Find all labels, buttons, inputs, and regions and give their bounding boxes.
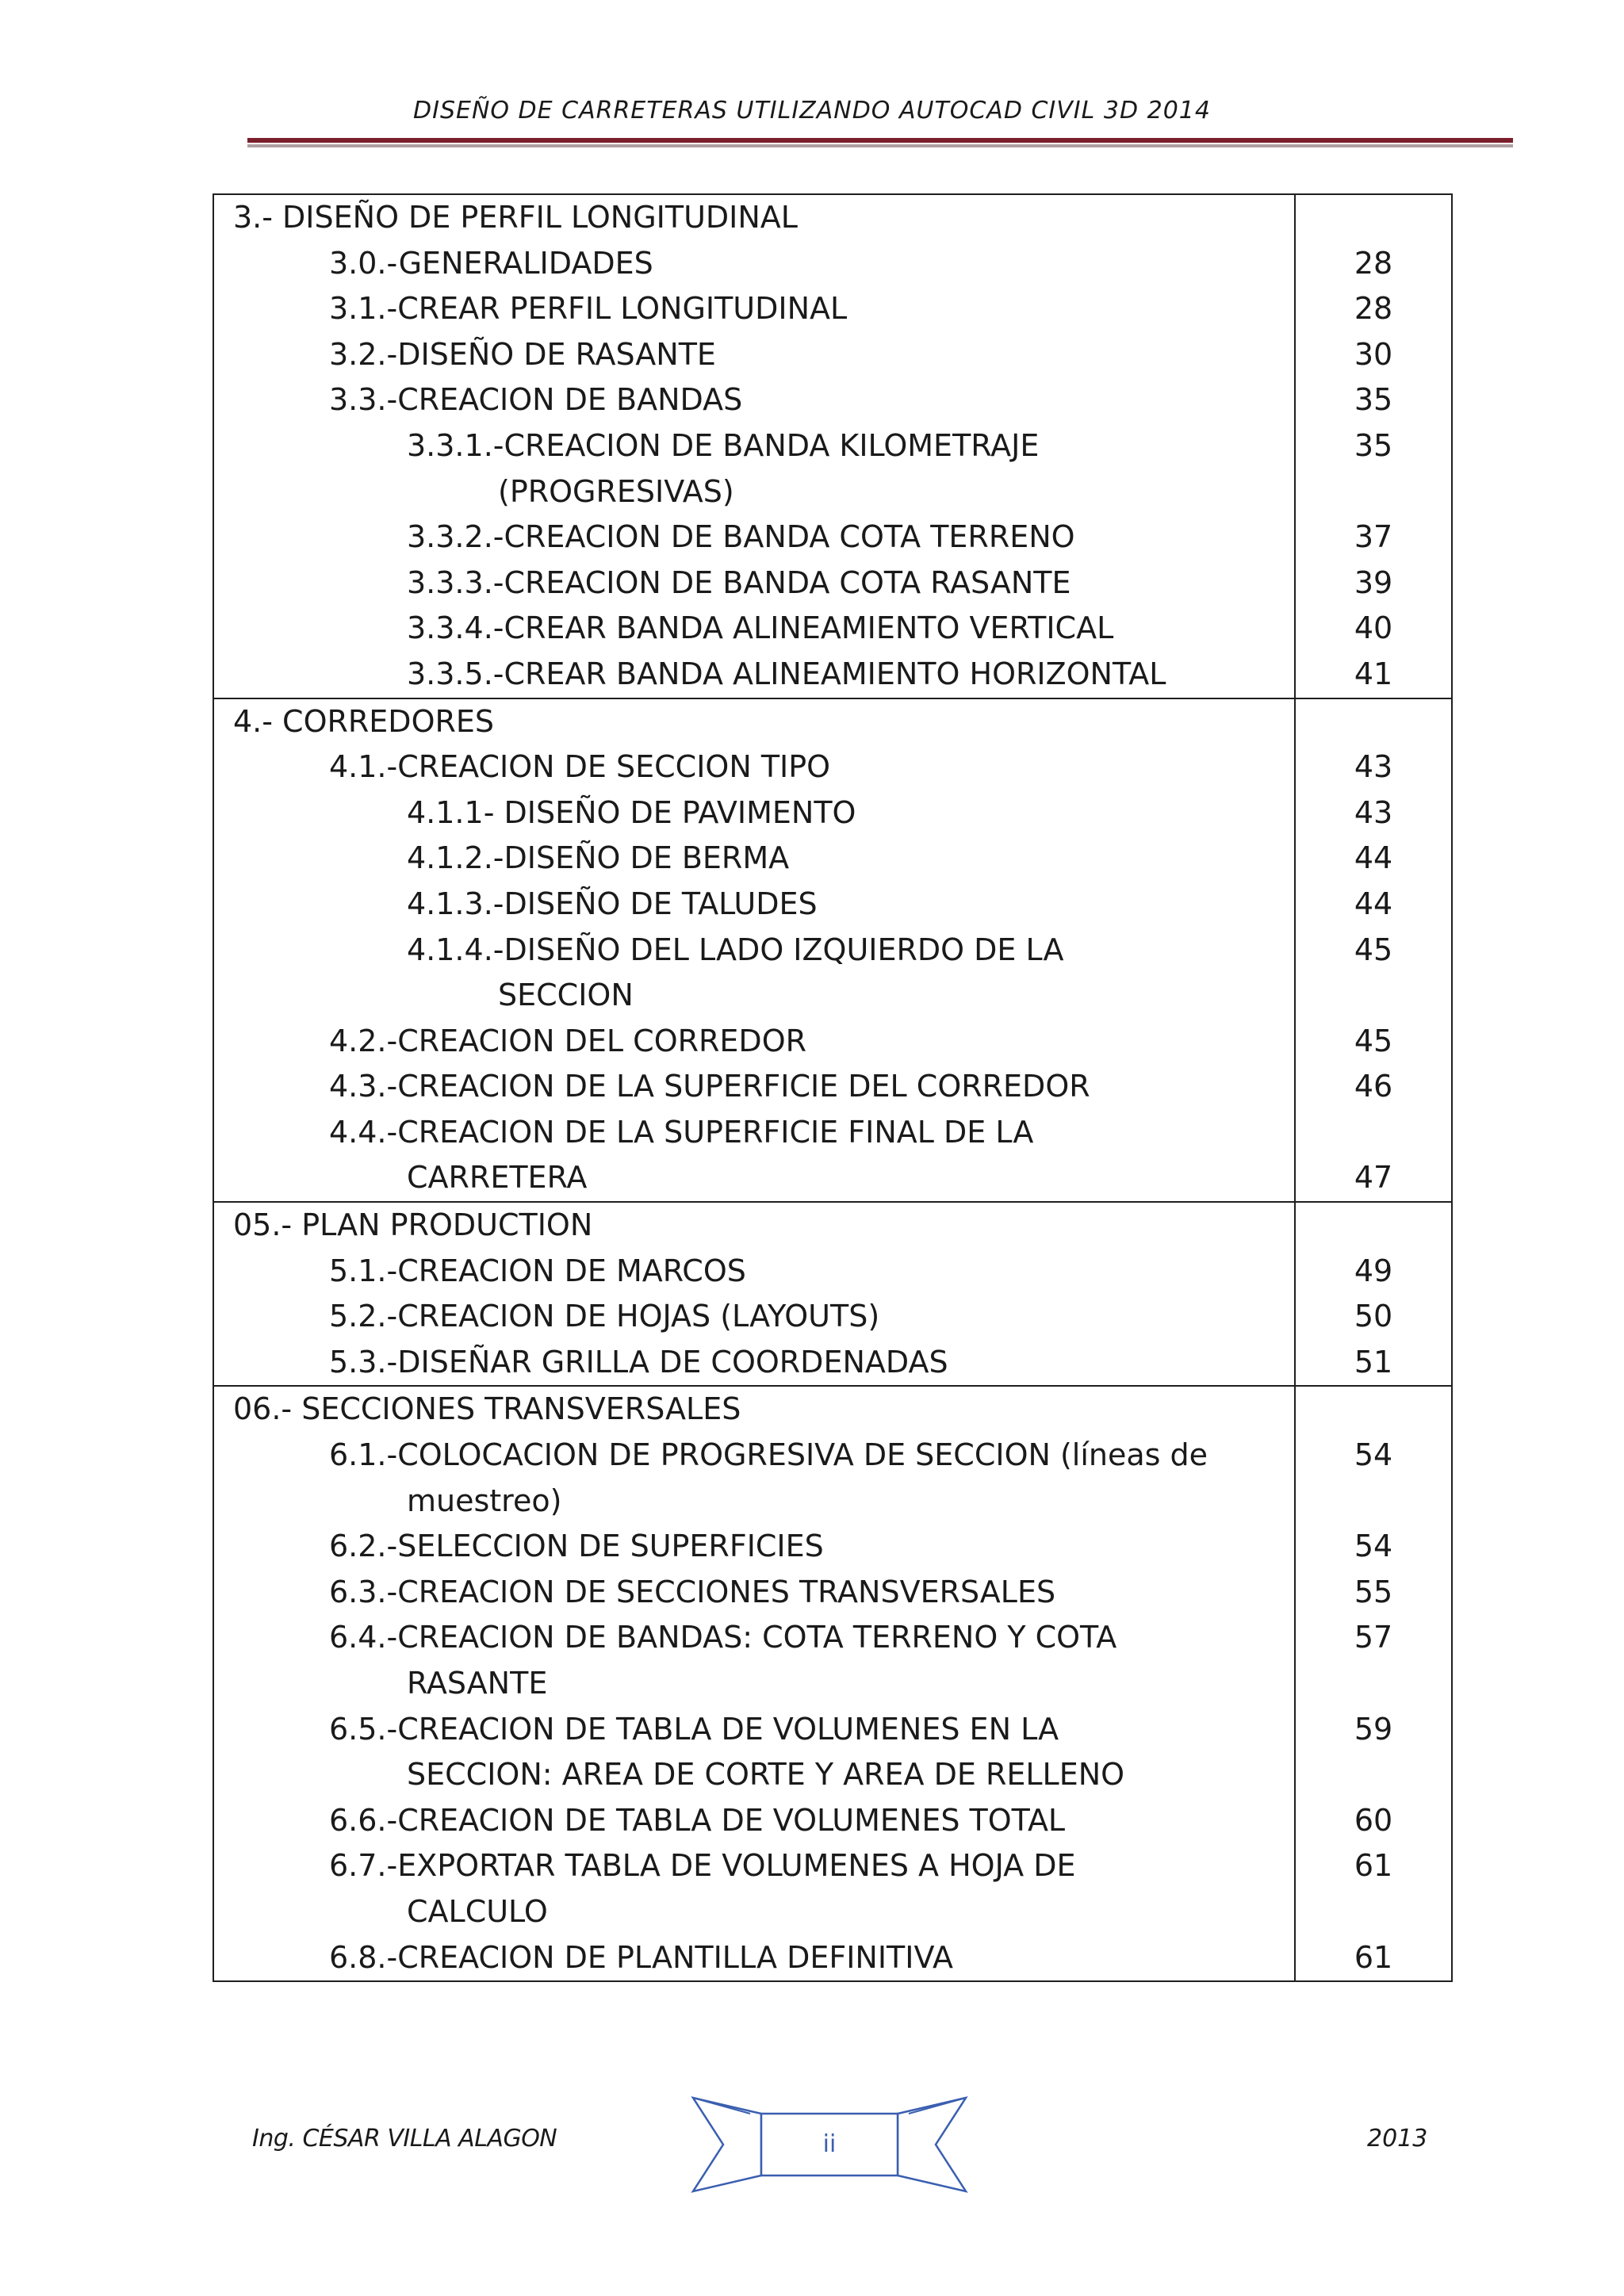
header-rule <box>247 138 1513 147</box>
toc-table <box>213 193 1453 1982</box>
toc-page-number: 50 <box>1354 1299 1393 1334</box>
toc-page-number: 28 <box>1354 245 1393 281</box>
toc-entry: 6.5.-CREACION DE TABLA DE VOLUMENES EN LA <box>329 1711 1059 1747</box>
toc-page-number: 28 <box>1354 291 1393 327</box>
toc-page-number: 44 <box>1354 840 1393 876</box>
toc-page-number: 61 <box>1354 1939 1393 1975</box>
toc-page-number: 39 <box>1354 564 1393 600</box>
toc-entry: 4.4.-CREACION DE LA SUPERFICIE FINAL DE LA <box>329 1114 1034 1150</box>
toc-page-number: 44 <box>1354 886 1393 921</box>
toc-page-number: 41 <box>1354 656 1393 691</box>
toc-pages-cell <box>1295 1386 1452 1981</box>
toc-page-number: 60 <box>1354 1802 1393 1838</box>
toc-section <box>213 1202 1452 1386</box>
toc-entry: 4.1.1- DISEÑO DE PAVIMENTO <box>407 794 856 830</box>
toc-page-number <box>1296 1752 1451 1798</box>
toc-page-number <box>1296 469 1451 515</box>
toc-entry: muestreo) <box>407 1483 562 1518</box>
toc-entries-cell <box>213 698 1295 1203</box>
toc-page-number <box>1296 1110 1451 1156</box>
toc-chapter-title: 05.- PLAN PRODUCTION <box>233 1207 593 1243</box>
toc-page-number: 57 <box>1354 1620 1393 1655</box>
toc-page-number: 47 <box>1354 1160 1393 1196</box>
page-number: ii <box>822 2130 837 2158</box>
toc-entry: 6.3.-CREACION DE SECCIONES TRANSVERSALES <box>329 1574 1056 1609</box>
toc-entry: 4.1.2.-DISEÑO DE BERMA <box>407 840 790 876</box>
toc-page-number: 49 <box>1354 1253 1393 1288</box>
toc-entry: 4.1.-CREACION DE SECCION TIPO <box>329 749 831 785</box>
toc-entry: CARRETERA <box>407 1160 588 1196</box>
toc-entries-cell <box>213 194 1295 698</box>
toc-section <box>213 1386 1452 1981</box>
footer-author: Ing. CÉSAR VILLA ALAGON <box>252 2125 557 2152</box>
toc-section <box>213 194 1452 698</box>
toc-entry: CALCULO <box>407 1893 548 1929</box>
toc-entry: 6.7.-EXPORTAR TABLA DE VOLUMENES A HOJA DE <box>329 1848 1076 1884</box>
toc-entry: 5.2.-CREACION DE HOJAS (LAYOUTS) <box>329 1299 880 1334</box>
toc-entry: 4.1.4.-DISEÑO DEL LADO IZQUIERDO DE LA <box>407 932 1064 967</box>
toc-page-number: 40 <box>1354 610 1393 646</box>
toc-entry: 3.1.-CREAR PERFIL LONGITUDINAL <box>329 291 848 327</box>
toc-page-number <box>1296 1889 1451 1935</box>
toc-page-number <box>1296 1203 1451 1249</box>
toc-entry: 6.6.-CREACION DE TABLA DE VOLUMENES TOTAL <box>329 1802 1066 1838</box>
toc-page-number: 61 <box>1354 1848 1393 1884</box>
toc-entries-cell <box>213 1202 1295 1386</box>
toc-page-number <box>1296 1479 1451 1525</box>
toc-page-number: 35 <box>1354 427 1393 463</box>
toc-entry: 4.1.3.-DISEÑO DE TALUDES <box>407 886 818 921</box>
toc-section <box>213 698 1452 1203</box>
toc-page-number: 35 <box>1354 382 1393 418</box>
toc-pages-cell <box>1295 1202 1452 1386</box>
toc-entry: 6.8.-CREACION DE PLANTILLA DEFINITIVA <box>329 1939 954 1975</box>
toc-entry: 4.3.-CREACION DE LA SUPERFICIE DEL CORREDOR <box>329 1069 1090 1104</box>
toc-entry: 6.2.-SELECCION DE SUPERFICIES <box>329 1529 824 1564</box>
toc-page-number: 59 <box>1354 1711 1393 1747</box>
toc-page-number: 51 <box>1354 1344 1393 1380</box>
toc-pages-cell <box>1295 698 1452 1203</box>
toc-page-number: 54 <box>1354 1529 1393 1564</box>
toc-entry: 3.3.2.-CREACION DE BANDA COTA TERRENO <box>407 519 1075 555</box>
toc-entry: SECCION <box>498 978 634 1013</box>
toc-entry: (PROGRESIVAS) <box>498 473 734 509</box>
toc-page-number: 43 <box>1354 794 1393 830</box>
toc-page-number: 30 <box>1354 336 1393 372</box>
toc-page-number: 45 <box>1354 1023 1393 1058</box>
toc-entry: 3.3.5.-CREAR BANDA ALINEAMIENTO HORIZONTAL <box>407 656 1166 691</box>
toc-page-number: 43 <box>1354 749 1393 785</box>
toc-page-number: 54 <box>1354 1437 1393 1473</box>
toc-page-number: 37 <box>1354 519 1393 555</box>
toc-entry: 5.1.-CREACION DE MARCOS <box>329 1253 746 1288</box>
toc-entry: 3.0.-GENERALIDADES <box>329 245 653 281</box>
running-header: DISEÑO DE CARRETERAS UTILIZANDO AUTOCAD CIVIL 3D 2014 <box>413 97 1211 124</box>
toc-page-number <box>1296 1661 1451 1707</box>
toc-entry: 3.3.-CREACION DE BANDAS <box>329 382 743 418</box>
toc-chapter-title: 4.- CORREDORES <box>233 703 495 739</box>
toc-entry: 3.3.4.-CREAR BANDA ALINEAMIENTO VERTICAL <box>407 610 1114 646</box>
toc-entry: 5.3.-DISEÑAR GRILLA DE COORDENADAS <box>329 1344 948 1380</box>
toc-entry: 6.4.-CREACION DE BANDAS: COTA TERRENO Y COTA <box>329 1620 1117 1655</box>
toc-entries-cell <box>213 1386 1295 1981</box>
toc-entry: 3.2.-DISEÑO DE RASANTE <box>329 336 716 372</box>
toc-page-number <box>1296 1387 1451 1433</box>
toc-page-number <box>1296 973 1451 1019</box>
toc-page-number <box>1296 699 1451 745</box>
toc-page-number: 46 <box>1354 1069 1393 1104</box>
toc-pages-cell <box>1295 194 1452 698</box>
toc-chapter-title: 3.- DISEÑO DE PERFIL LONGITUDINAL <box>233 200 798 235</box>
toc-entry: RASANTE <box>407 1666 548 1701</box>
footer-year: 2013 <box>1367 2125 1428 2152</box>
toc-entry: SECCION: AREA DE CORTE Y AREA DE RELLENO <box>407 1757 1125 1793</box>
toc-page-number: 55 <box>1354 1574 1393 1609</box>
toc-entry: 6.1.-COLOCACION DE PROGRESIVA DE SECCION (líneas de <box>329 1437 1208 1473</box>
toc-chapter-title: 06.- SECCIONES TRANSVERSALES <box>233 1391 741 1427</box>
toc-page-number <box>1296 195 1451 241</box>
toc-entry: 4.2.-CREACION DEL CORREDOR <box>329 1023 807 1058</box>
toc-page-number: 45 <box>1354 932 1393 967</box>
toc-entry: 3.3.1.-CREACION DE BANDA KILOMETRAJE <box>407 427 1040 463</box>
toc-entry: 3.3.3.-CREACION DE BANDA COTA RASANTE <box>407 564 1071 600</box>
